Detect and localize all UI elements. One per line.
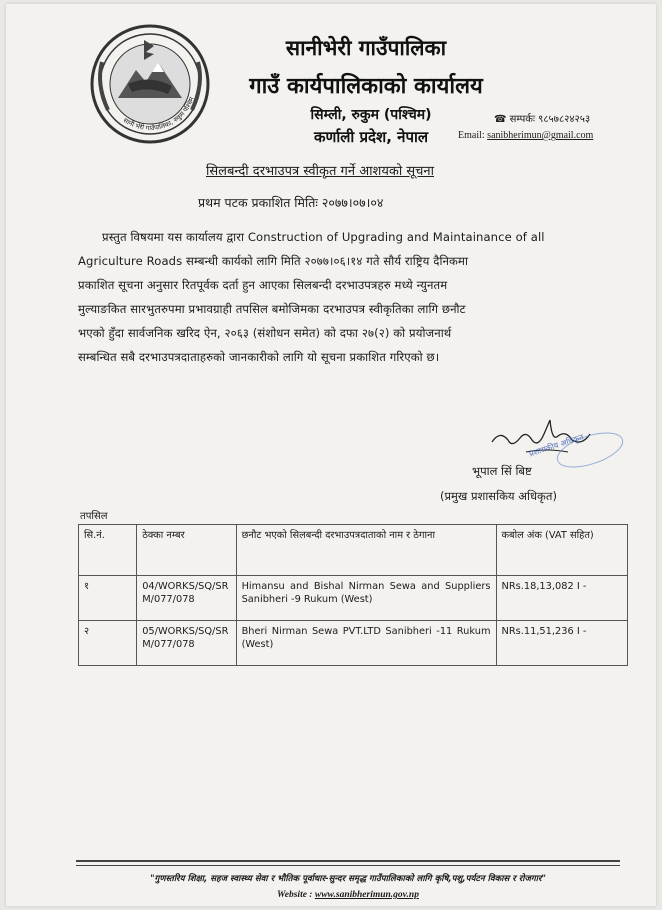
footer-divider	[76, 865, 620, 866]
letter-page	[6, 4, 656, 906]
notice-body-line: प्रकाशित सूचना अनुसार रितपूर्वक दर्ता हुन आएका सिलबन्दी दरभाउपत्रहरु मध्ये न्युनतम	[78, 278, 448, 292]
cell-serial: २	[79, 621, 137, 666]
phone-number: ९८५७८२४२५३	[538, 114, 591, 125]
footer-slogan: "गुणस्तरिय शिक्षा, सहज स्वास्थ्य सेवा र भौतिक पूर्वाधार-सुन्दर समृद्ध गाउँपालिकाको लागि कृषि,पशु,पर्यटन विकास र रोजगार"	[150, 874, 546, 884]
notice-body-line: प्रस्तुत विषयमा यस कार्यालय द्वारा Construction of Upgrading and Maintainance of all	[102, 230, 545, 244]
contact-email	[458, 130, 593, 141]
office-name: गाउँ कार्यपालिकाको कार्यालय	[249, 74, 483, 99]
contact-phone	[494, 111, 590, 125]
table-row	[79, 621, 628, 666]
column-header-contract-number: ठेक्का नम्बर	[137, 525, 236, 576]
publish-date-line	[198, 194, 383, 211]
notice-body-line: मुल्याङकित सारभुतरुपमा प्रभावग्राही तपसिल बमोजिमका दरभाउपत्र स्वीकृतिका लागि छनौट	[78, 302, 466, 316]
footer-website	[76, 890, 620, 900]
publish-date-label: प्रथम पटक प्रकाशित मितिः	[198, 195, 318, 210]
website-link[interactable]: www.sanibherimun.gov.np	[314, 890, 419, 900]
office-province: कर्णाली प्रदेश, नेपाल	[313, 128, 429, 146]
column-header-bidder: छनौट भएको सिलबन्दी दरभाउपत्रदाताको नाम र ठेगाना	[236, 525, 496, 576]
footer-divider	[76, 860, 620, 862]
office-stamp: प्रशासकीय अधिकृत	[527, 432, 585, 459]
cell-amount: NRs.11,51,236 I -	[496, 621, 628, 666]
notice-title: सिलबन्दी दरभाउपत्र स्वीकृत गर्ने आशयको सूचना	[206, 164, 434, 179]
email-address[interactable]: sanibherimun@gmail.com	[487, 130, 594, 141]
notice-body-line: भएको हुँदा सार्वजनिक खरिद ऐन, २०६३ (संशोधन समेत) को दफा २७(२) को प्रयोजनार्थ	[78, 326, 452, 340]
notice-body-line: Agriculture Roads सम्बन्धी कार्यको लागि मिति २०७७।०६।१४ गते सौर्य राष्ट्रिय दैनिकमा	[78, 254, 469, 268]
signer-title: (प्रमुख प्रशासकिय अधिकृत)	[440, 489, 557, 503]
column-header-amount: कबोल अंक (VAT सहित)	[496, 525, 628, 576]
notice-body-line: सम्बन्धित सबै दरभाउपत्रदाताहरुको जानकारीको लागि यो सूचना प्रकाशित गरिएको छ।	[78, 350, 440, 364]
municipality-name: सानीभेरी गाउँपालिका	[285, 36, 447, 60]
table-label: तपसिल	[80, 511, 108, 522]
cell-serial: १	[79, 576, 137, 621]
table-header-row	[79, 525, 628, 576]
cell-bidder: Bheri Nirman Sewa PVT.LTD Sanibheri -11 Rukum (West)	[236, 621, 496, 666]
office-location: सिम्ली, रुकुम (पश्चिम)	[310, 107, 432, 123]
cell-amount: NRs.18,13,082 I -	[496, 576, 628, 621]
table-row	[79, 576, 628, 621]
bidder-table	[78, 524, 628, 666]
government-emblem-icon	[88, 22, 212, 146]
publish-date: २०७७।०७।०४	[321, 195, 384, 210]
cell-contract-number: 05/WORKS/SQ/SRM/077/078	[137, 621, 236, 666]
email-label: Email:	[458, 130, 485, 141]
cell-contract-number: 04/WORKS/SQ/SRM/077/078	[137, 576, 236, 621]
emblem-ring-text: सानी भेरी गाउँपालिका, रुकुम पश्चिम	[121, 95, 196, 133]
cell-bidder: Himansu and Bishal Nirman Sewa and Suppliers Sanibheri -9 Rukum (West)	[236, 576, 496, 621]
column-header-serial: सि.नं.	[79, 525, 137, 576]
website-label: Website :	[277, 890, 313, 900]
phone-label: ☎ सम्पर्कः	[494, 114, 535, 125]
signer-name: भूपाल सिं बिष्ट	[472, 464, 532, 478]
